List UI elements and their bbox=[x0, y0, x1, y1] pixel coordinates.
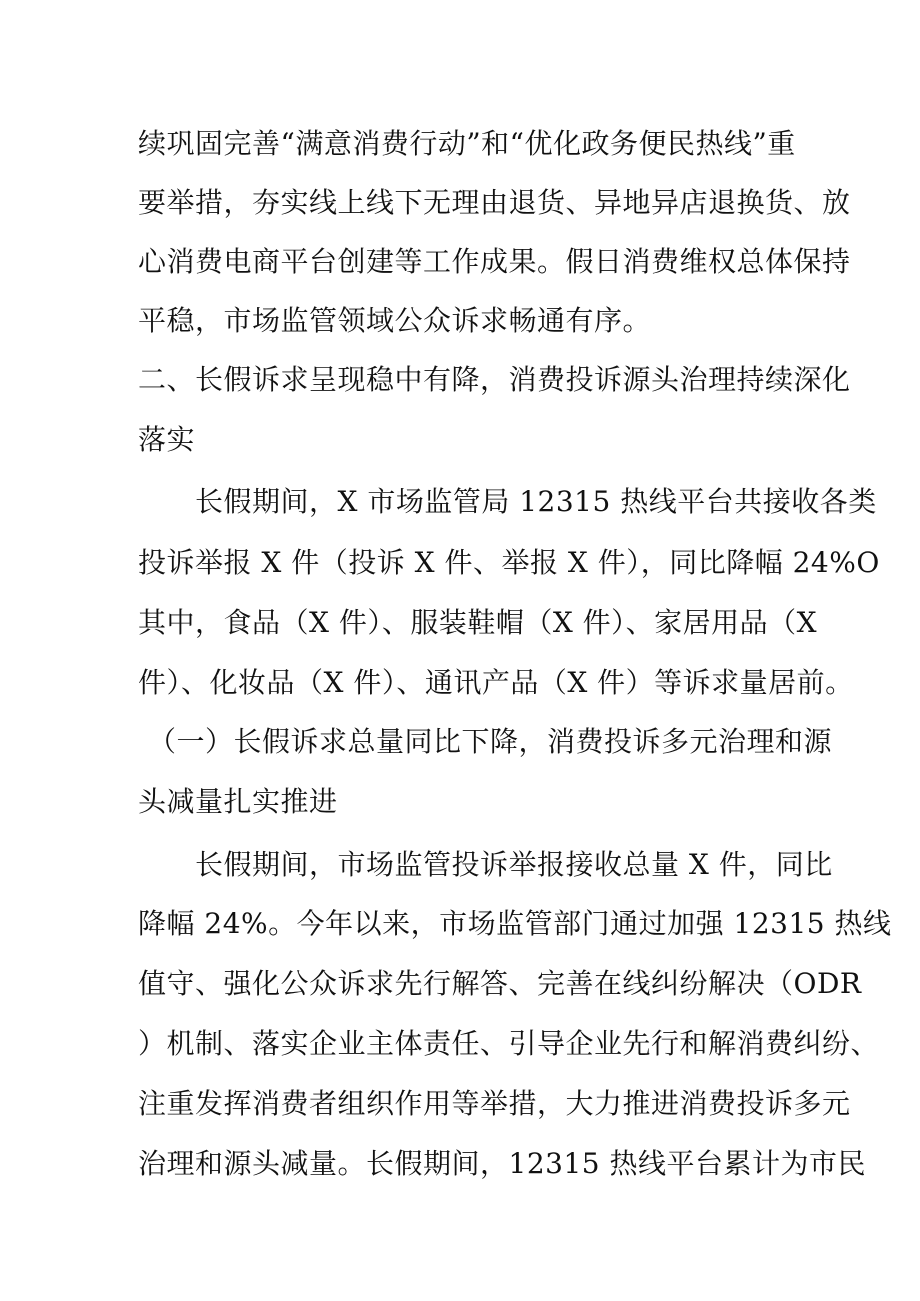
text-line: 续巩固完善“满意消费行动”和“优化政务便民热线”重 bbox=[138, 127, 796, 160]
text-line: 降幅 24%。今年以来，市场监管部门通过加强 12315 热线 bbox=[138, 907, 892, 940]
section-heading-continued: 落实 bbox=[138, 423, 196, 456]
subsection-heading-continued: 头减量扎实推进 bbox=[138, 785, 338, 818]
text-line: 值守、强化公众诉求先行解答、完善在线纠纷解决（ODR bbox=[138, 967, 862, 1000]
text-line: ）机制、落实企业主体责任、引导企业先行和解消费纠纷、 bbox=[138, 1027, 880, 1060]
text-line: 注重发挥消费者组织作用等举措，大力推进消费投诉多元 bbox=[138, 1087, 851, 1120]
text-line: 心消费电商平台创建等工作成果。假日消费维权总体保持 bbox=[138, 245, 851, 278]
text-line: 治理和源头减量。长假期间，12315 热线平台累计为市民 bbox=[138, 1147, 866, 1180]
text-line: 要举措，夯实线上线下无理由退货、异地异店退换货、放 bbox=[138, 186, 851, 219]
text-line: 件）、化妆品（X 件）、通讯产品（X 件）等诉求量居前。 bbox=[138, 666, 854, 699]
section-heading: 二、长假诉求呈现稳中有降，消费投诉源头治理持续深化 bbox=[138, 363, 851, 396]
text-line: 平稳，市场监管领域公众诉求畅通有序。 bbox=[138, 304, 652, 337]
paragraph-first-line: 长假期间，X 市场监管局 12315 热线平台共接收各类 bbox=[195, 485, 877, 518]
text-line: 其中，食品（X 件）、服装鞋帽（X 件）、家居用品（X bbox=[138, 606, 818, 639]
text-line: 投诉举报 X 件（投诉 X 件、举报 X 件），同比降幅 24%O bbox=[138, 546, 880, 579]
subsection-heading: （一）长假诉求总量同比下降，消费投诉多元治理和源 bbox=[148, 725, 833, 758]
paragraph-first-line: 长假期间，市场监管投诉举报接收总量 X 件，同比 bbox=[195, 848, 833, 881]
